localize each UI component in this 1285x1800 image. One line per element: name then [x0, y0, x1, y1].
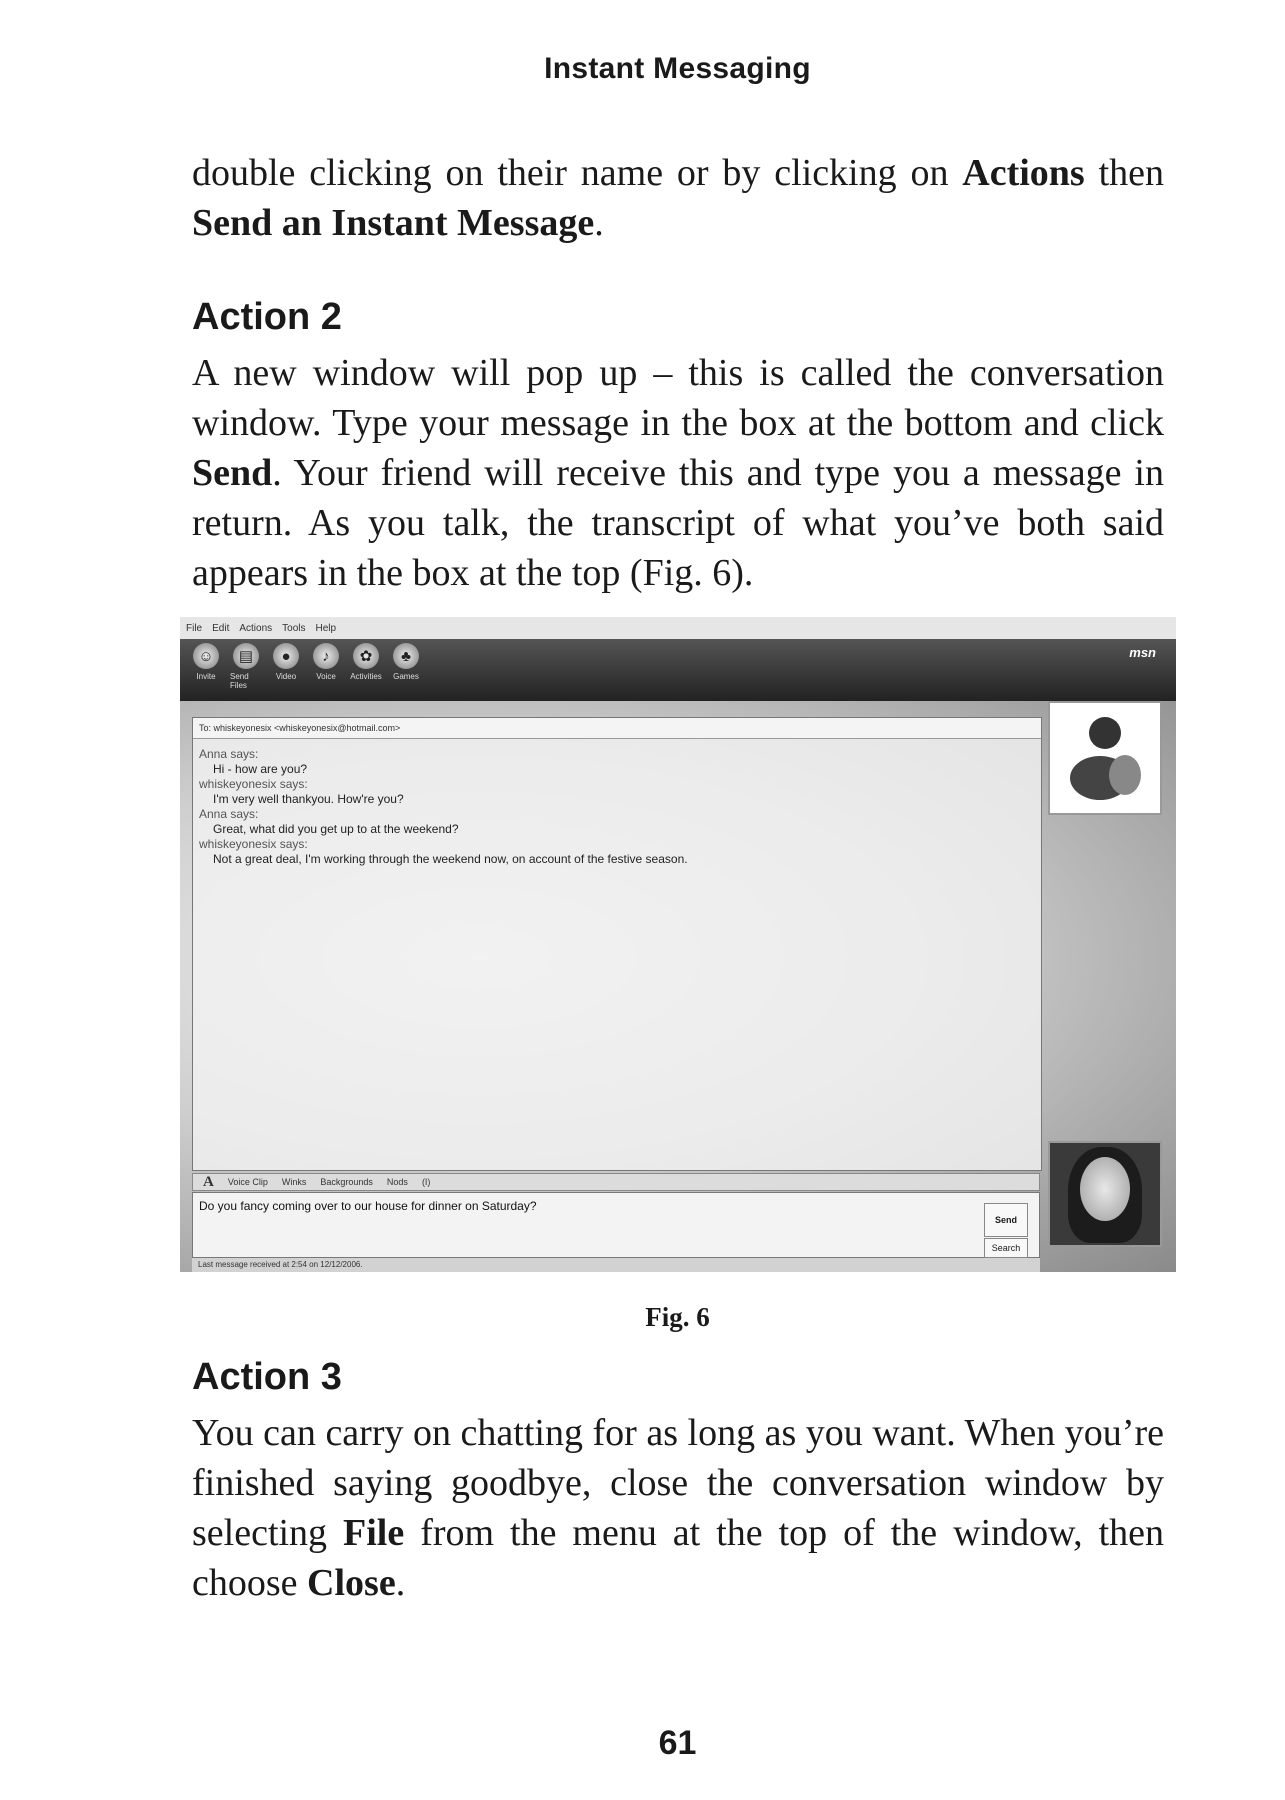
avatar-face — [1080, 1157, 1130, 1221]
voice-clip-button: Voice Clip — [227, 1177, 268, 1187]
toolbar-send-files: ▤ Send Files — [230, 643, 262, 690]
status-bar: Last message received at 2:54 on 12/12/2006. — [192, 1258, 1040, 1272]
toolbar-activities: ✿ Activities — [350, 643, 382, 690]
speaker: whiskeyonesix says: — [199, 837, 308, 851]
send-button: Send — [984, 1203, 1028, 1237]
speaker: Anna says: — [199, 747, 259, 761]
intro-paragraph: double clicking on their name or by clicking on Actions then Send an Instant Message. — [192, 152, 1164, 244]
files-icon: ▤ — [233, 643, 259, 669]
msn-buddy-icon — [1050, 703, 1160, 813]
nods-button: Nods — [386, 1177, 408, 1187]
games-icon: ♣ — [393, 643, 419, 669]
voice-icon: ♪ — [313, 643, 339, 669]
video-icon: ● — [273, 643, 299, 669]
menu-actions: Actions — [239, 622, 273, 634]
activities-icon: ✿ — [353, 643, 379, 669]
contact-avatar — [1048, 701, 1162, 815]
user-avatar — [1048, 1141, 1162, 1247]
action-2-paragraph: A new window will pop up – this is called the conversation window. Type your message in the box at the bottom and click Send. Your friend will receive this and type you a message in return. As you talk, the transcript of what you’ve both said appears in the box at the top (Fig. 6). — [192, 352, 1164, 594]
toolbar-invite: ☺ Invite — [190, 643, 222, 690]
message-input: Do you fancy coming over to our house for dinner on Saturday? — [192, 1192, 1040, 1258]
toolbar-voice: ♪ Voice — [310, 643, 342, 690]
message: Hi - how are you? — [213, 762, 308, 776]
winks-button: Winks — [281, 1177, 307, 1187]
fig-toolbar — [180, 639, 1176, 701]
menu-edit: Edit — [212, 622, 230, 634]
invite-icon: ☺ — [193, 643, 219, 669]
running-head: Instant Messaging — [544, 52, 811, 85]
menu-file: File — [186, 622, 203, 634]
conversation-transcript-box — [192, 717, 1042, 1171]
conversation-window-screenshot — [180, 617, 1176, 1272]
speaker: Anna says: — [199, 807, 259, 821]
msn-logo: msn — [1129, 645, 1156, 660]
toolbar-games: ♣ Games — [390, 643, 422, 690]
message: Not a great deal, I'm working through the weekend now, on account of the festive season. — [213, 852, 688, 866]
font-button: A — [203, 1173, 214, 1190]
to-line: To: whiskeyonesix <whiskeyonesix@hotmail.com> — [193, 718, 1041, 739]
page-number: 61 — [658, 1724, 697, 1762]
format-bar — [192, 1173, 1040, 1191]
action-3-heading: Action 3 — [192, 1356, 342, 1398]
action-3-paragraph: You can carry on chatting for as long as you want. When you’re finished saying goodbye, close the conversation window by selecting File from the menu at the top of the window, then choose Close. — [192, 1412, 1164, 1604]
speaker: whiskeyonesix says: — [199, 777, 308, 791]
toolbar-video: ● Video — [270, 643, 302, 690]
search-button: Search — [984, 1238, 1028, 1258]
message: Great, what did you get up to at the weekend? — [213, 822, 459, 836]
transcript — [193, 739, 1041, 875]
menu-help: Help — [315, 622, 337, 634]
figure-caption: Fig. 6 — [645, 1302, 710, 1332]
action-2-heading: Action 2 — [192, 296, 342, 338]
backgrounds-button: Backgrounds — [320, 1177, 373, 1187]
menu-tools: Tools — [282, 622, 306, 634]
message: I'm very well thankyou. How're you? — [213, 792, 404, 806]
fig-menubar — [180, 617, 1176, 639]
extra-button: (I) — [421, 1177, 431, 1187]
